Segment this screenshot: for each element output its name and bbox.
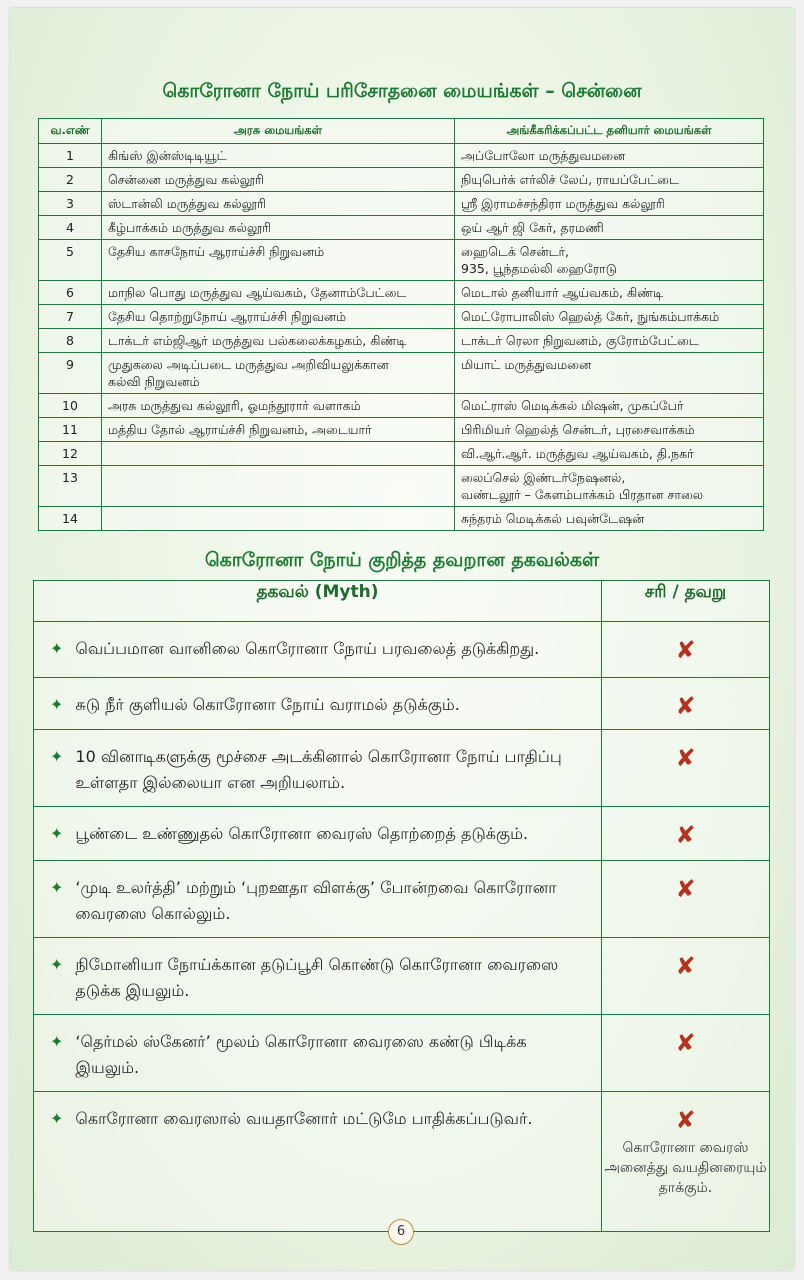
govt-centre-text: சென்னை மருத்துவ கல்லூரி [108,172,264,187]
private-centre-text: மியாட் மருத்துவமனை [461,357,592,372]
cross-mark-icon: ✘ [675,821,696,849]
cross-mark-icon: ✘ [675,952,696,980]
myth-text-cell [34,807,602,861]
verdict-cell [602,1092,770,1232]
private-centre [455,168,764,192]
govt-centre-text: தேசிய தொற்றுநோய் ஆராய்ச்சி நிறுவனம் [108,309,347,324]
row-number-text: 10 [62,398,78,413]
private-centre-text: மெடால் தனியார் ஆய்வகம், கிண்டி [461,285,664,300]
govt-centre [102,418,455,442]
table-row [39,418,764,442]
verdict-cell [602,730,770,807]
myth-row [34,938,770,1015]
row-number [39,240,102,281]
govt-centre-text: அரசு மருத்துவ கல்லூரி, ஓமந்தூரார் வளாகம் [108,398,361,413]
private-centre [455,442,764,466]
star-bullet-icon: ✦ [50,1109,64,1128]
govt-centre-text: மாநில பொது மருத்துவ ஆய்வகம், தேனாம்பேட்டை [108,285,407,300]
table-row [39,144,764,168]
row-number-text: 6 [66,285,74,300]
myth-text: 10 வினாடிகளுக்கு மூச்சை அடக்கினால் கொரோனா நோய் பாதிப்பு உள்ளதா இல்லையா என அறியலாம். [75,747,562,792]
myth-text-cell [34,730,602,807]
govt-centre-text: தேசிய காசநோய் ஆராய்ச்சி நிறுவனம் [108,244,325,259]
row-number [39,192,102,216]
myth-row [34,1015,770,1092]
myths-table [33,580,770,1232]
myth-text-cell [34,1092,602,1232]
myth-text: பூண்டை உண்ணுதல் கொரோனா வைரஸ் தொற்றைத் தடுக்கும். [75,824,529,843]
row-number [39,305,102,329]
row-number [39,281,102,305]
myth-text-cell [34,861,602,938]
myth-text: நிமோனியா நோய்க்கான தடுப்பூசி கொண்டு கொரோனா வைரஸை தடுக்க இயலும். [75,955,559,1000]
table-row [39,394,764,418]
private-centre [455,192,764,216]
private-centre-text: மெட்ராஸ் மெடிக்கல் மிஷன், முகப்பேர் [461,398,684,413]
myth-text-cell [34,938,602,1015]
private-centre [455,507,764,531]
row-number [39,144,102,168]
govt-centre [102,281,455,305]
govt-centre [102,507,455,531]
row-number-text: 9 [66,357,74,372]
table-row [39,192,764,216]
star-bullet-icon: ✦ [50,955,64,974]
private-centre-text: அப்போலோ மருத்துவமனை [461,148,626,163]
row-number [39,466,102,507]
private-centre [455,394,764,418]
table-row [39,507,764,531]
private-centre-text: பிரிமியர் ஹெல்த் சென்டர், புரசைவாக்கம் [461,422,695,437]
star-bullet-icon: ✦ [50,878,64,897]
row-number [39,442,102,466]
row-number [39,353,102,394]
private-centre-text: வி.ஆர்.ஆர். மருத்துவ ஆய்வகம், தி.நகர் [461,446,694,461]
star-bullet-icon: ✦ [50,747,64,766]
row-number-text: 14 [62,511,78,526]
private-centre [455,305,764,329]
private-centre [455,216,764,240]
govt-centre [102,394,455,418]
cross-mark-icon: ✘ [675,1029,696,1057]
row-number-text: 4 [66,220,74,235]
govt-centre-text: கிங்ஸ் இன்ஸ்டிடியூட் [108,148,227,163]
govt-centre [102,144,455,168]
private-centre [455,418,764,442]
govt-centre [102,240,455,281]
col-header-no: வ.எண் [39,119,102,144]
star-bullet-icon: ✦ [50,1032,64,1051]
row-number [39,329,102,353]
govt-centre [102,305,455,329]
private-centre [455,240,764,281]
row-number-text: 13 [62,470,78,485]
govt-centre-line2: கல்வி நிறுவனம் [108,374,200,389]
table-row [39,305,764,329]
govt-centre-text: டாக்டர் எம்ஜிஆர் மருத்துவ பல்கலைக்கழகம், கிண்டி [108,333,407,348]
myth-text: சுடு நீர் குளியல் கொரோனா நோய் வராமல் தடுக்கும். [75,695,460,714]
verdict-cell [602,807,770,861]
myth-text-cell [34,622,602,678]
cross-mark-icon: ✘ [675,744,696,772]
myth-row [34,730,770,807]
myth-text: கொரோனா வைரஸால் வயதானோர் மட்டுமே பாதிக்கப்படுவர். [75,1109,533,1128]
table-row [39,466,764,507]
col-header-private: அங்கீகரிக்கப்பட்ட தனியார் மையங்கள் [455,119,764,144]
myth-row [34,807,770,861]
private-centre-text: ஸ்ரீ இராமச்சந்திரா மருத்துவ கல்லூரி [461,196,665,211]
star-bullet-icon: ✦ [50,639,64,658]
govt-centre [102,329,455,353]
centres-title: கொரோனா நோய் பரிசோதனை மையங்கள் – சென்னை [162,80,642,102]
verdict-cell [602,861,770,938]
table-row [39,353,764,394]
private-centre [455,281,764,305]
myth-text: ‘முடி உலர்த்தி’ மற்றும் ‘புறஊதா விளக்கு’ போன்றவை கொரோனா வைரஸை கொல்லும். [75,878,557,923]
private-centre-text: லைப்செல் இண்டர்நேஷனல், [461,470,626,485]
verdict-cell [602,938,770,1015]
cross-mark-icon: ✘ [675,636,696,664]
myth-text: ‘தெர்மல் ஸ்கேனர்’ மூலம் கொரோனா வைரஸை கண்டு பிடிக்க இயலும். [75,1032,527,1077]
govt-centre-text: முதுகலை அடிப்படை மருத்துவ அறிவியலுக்கான [108,357,389,372]
govt-centre [102,216,455,240]
star-bullet-icon: ✦ [50,824,64,843]
verdict-note: கொரோனா வைரஸ் அனைத்து வயதினரையும் தாக்கும். [604,1140,767,1196]
myth-row [34,861,770,938]
verdict-cell [602,622,770,678]
govt-centre [102,353,455,394]
myth-text-cell [34,1015,602,1092]
row-number [39,216,102,240]
govt-centre-text: கீழ்பாக்கம் மருத்துவ கல்லூரி [108,220,272,235]
myth-text-cell [34,678,602,730]
row-number-text: 7 [66,309,74,324]
myth-text: வெப்பமான வானிலை கொரோனா நோய் பரவலைத் தடுக்கிறது. [75,639,540,658]
table-row [39,216,764,240]
govt-centre [102,192,455,216]
cross-mark-icon: ✘ [675,692,696,720]
table-row [39,281,764,305]
private-centre-text: ஒய் ஆர் ஜி கேர், தரமணி [461,220,604,235]
testing-centres-table [38,118,764,531]
row-number-text: 2 [66,172,74,187]
col-header-govt: அரசு மையங்கள் [102,119,455,144]
private-centre-text: டாக்டர் ரெலா நிறுவனம், குரோம்பேட்டை [461,333,699,348]
private-centre [455,353,764,394]
private-centre-line2: 935, பூந்தமல்லி ஹைரோடு [461,261,617,276]
row-number-text: 12 [62,446,78,461]
private-centre-text: மெட்ரோபாலிஸ் ஹெல்த் கேர், நுங்கம்பாக்கம் [461,309,720,324]
row-number-text: 1 [66,148,74,163]
row-number-text: 5 [66,244,74,259]
private-centre-text: சுந்தரம் மெடிக்கல் பவுன்டேஷன் [461,511,645,526]
table-row [39,168,764,192]
row-number-text: 3 [66,196,74,211]
private-centre [455,144,764,168]
row-number-text: 11 [62,422,78,437]
page-number: 6 [388,1219,414,1245]
col-header-verdict: சரி / தவறு [602,581,770,622]
row-number [39,418,102,442]
private-centre-line2: வண்டலூர் – கேளம்பாக்கம் பிரதான சாலை [461,487,704,502]
table-row [39,442,764,466]
row-number [39,394,102,418]
row-number [39,168,102,192]
verdict-cell [602,678,770,730]
col-header-info: தகவல் (Myth) [34,581,602,622]
myth-row [34,622,770,678]
cross-mark-icon: ✘ [675,1106,696,1134]
private-centre [455,329,764,353]
govt-centre-text: மத்திய தோல் ஆராய்ச்சி நிறுவனம், அடையார் [108,422,372,437]
table-row [39,329,764,353]
table-row [39,240,764,281]
row-number-text: 8 [66,333,74,348]
govt-centre-text: ஸ்டான்லி மருத்துவ கல்லூரி [108,196,266,211]
govt-centre [102,466,455,507]
star-bullet-icon: ✦ [50,695,64,714]
private-centre-text: ஹைடெக் சென்டர், [461,244,570,259]
myths-title: கொரோனா நோய் குறித்த தவறான தகவல்கள் [204,549,600,571]
govt-centre [102,442,455,466]
cross-mark-icon: ✘ [675,875,696,903]
govt-centre [102,168,455,192]
myth-row [34,1092,770,1232]
private-centre-text: நியுபெர்க் எர்லிச் லேப், ராயப்பேட்டை [461,172,679,187]
private-centre [455,466,764,507]
myth-row [34,678,770,730]
verdict-cell [602,1015,770,1092]
row-number [39,507,102,531]
